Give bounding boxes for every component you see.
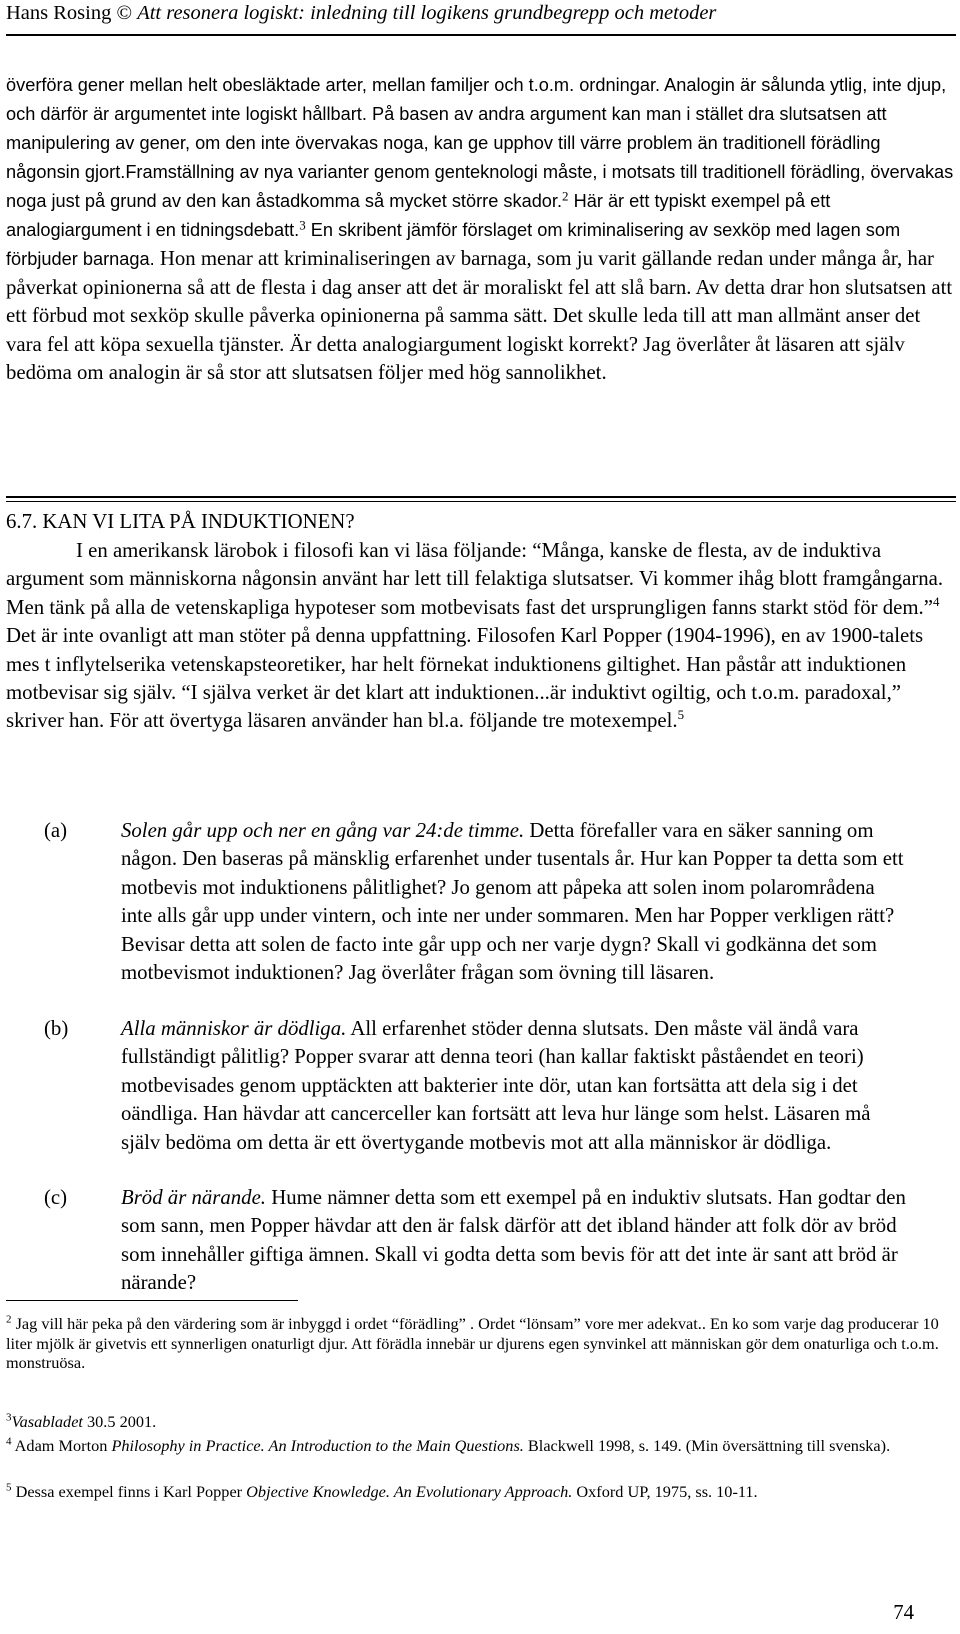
footnote-ref: 2	[562, 188, 569, 204]
example-body	[121, 1015, 911, 1157]
example-text: Hume nämner detta som ett exempel på en induktiv slutsats. Han godtar den som sann, men Popper hävdar att den är falsk därför att det ibland händer att folk dör av bröd som innehåller giftiga ämnen. Skall vi godta detta som bevis för att det inte är sant att bröd är närande?	[121, 1186, 906, 1295]
paragraph-analogy	[6, 71, 956, 388]
footnote-source: Vasabladet	[11, 1412, 83, 1431]
paragraph-text: Här är ett typiskt exempel på ett analogiargument i en tidningsdebatt.	[6, 191, 831, 240]
example-claim: Bröd är närande.	[121, 1186, 266, 1209]
example-label: (b)	[44, 1017, 69, 1040]
footnote-5	[6, 1482, 956, 1502]
footnote-source: Objective Knowledge. An Evolutionary Approach.	[246, 1482, 573, 1501]
example-body	[121, 817, 911, 987]
section-rule-thin	[6, 501, 956, 502]
footnote-2	[6, 1314, 956, 1373]
footnote-number: 2	[6, 1313, 12, 1326]
example-body	[121, 1184, 911, 1298]
footnote-ref: 4	[932, 593, 940, 609]
paragraph-induction	[6, 537, 956, 736]
example-text: Detta förefaller vara en säker sanning om någon. Den baseras på mänsklig erfarenhet under tusentals år. Hur kan Popper ta detta som ett motbevis mot induktionens pålitlighet? Jo genom att påpeka att solen inom polarområdena inte alls går upp under vintern, och inte ner under sommaren. Men har Popper verkligen rätt? Bevisar detta att solen de facto inte går upp och ner varje dygn? Skall vi godkänna det som motbevismot induktionen? Jag överlåter frågan som övning till läsaren.	[121, 819, 904, 985]
footnote-ref: 5	[677, 707, 685, 723]
page-number: 74	[893, 1601, 914, 1624]
footnote-text: Blackwell 1998, s. 149. (Min översättning till svenska).	[523, 1436, 891, 1455]
footnote-text: Dessa exempel finns i Karl Popper	[11, 1482, 247, 1501]
footnote-text: 30.5 2001.	[82, 1412, 157, 1431]
paragraph-text: I en amerikansk lärobok i filosofi kan vi läsa följande: “Många, kanske de flesta, av de induktiva argument som människorna någonsin använt har lett till felaktiga slutsatser. Vi kommer ihåg blott framgångarna. Men tänk på alla de vetenskapliga hypoteser som motbevisats fast det ursprungligen fanns starkt stöd för dem.”	[6, 539, 944, 619]
paragraph-text: Det är inte ovanligt att man stöter på denna uppfattning. Filosofen Karl Popper (1904-1996), en av 1900-talets mes t inflytelserika vetenskapsteoretiker, har helt förnekat induktionens giltighet. Han påstår att induktionen motbevisar sig själv. “I själva verket är det klart att induktionen...är induktivt ogiltig, och t.o.m. paradoxal,” skriver han. För att övertyga läsaren använder han bl.a. följande tre motexempel.	[6, 624, 924, 733]
header-title: Att resonera logiskt: inledning till logikens grundbegrepp och metoder	[137, 2, 717, 24]
example-claim: Alla människor är dödliga.	[121, 1017, 347, 1040]
footnote-number: 4	[6, 1435, 12, 1448]
footnote-text: Adam Morton	[11, 1436, 112, 1455]
footnote-source: Philosophy in Practice. An Introduction to the Main Questions.	[111, 1436, 524, 1455]
paragraph-text: Framställning av nya varianter genom genteknologi måste, i motsats till traditionell förädling, övervakas noga just på grund av den kan åstadkomma så mycket större skador.	[6, 162, 954, 211]
footnote-text: Jag vill här peka på den värdering som är inbyggd i ordet “förädling” . Ordet “lönsam” vore mer adekvat.. En ko som varje dag producerar 10 liter mjölk är givetvis ett synnerligen onaturligt djur. Att förädla innebär ur djurens egen synvinkel att människan gör dem onaturliga och t.o.m. monstruösa.	[6, 1314, 939, 1373]
example-label: (a)	[44, 819, 68, 842]
running-header	[6, 2, 716, 25]
section-heading: 6.7. KAN VI LITA PÅ INDUKTIONEN?	[6, 510, 355, 533]
paragraph-text: överföra gener mellan helt obesläktade arter, mellan familjer och t.o.m. ordningar. Analogin är sålunda ytlig, inte djup, och därför är argumentet inte logiskt hållbart. På basen av andra argument kan man i stället dra slutsatsen att manipulering av gener, om den inte övervakas noga, kan ge upphov till värre problem än traditionell förädling någonsin gjort.	[6, 75, 947, 182]
footnote-ref: 3	[299, 217, 306, 233]
footnote-separator	[6, 1300, 298, 1301]
footnote-number: 5	[6, 1481, 12, 1494]
example-claim: Solen går upp och ner en gång var 24:de timme.	[121, 819, 525, 842]
example-text: All erfarenhet stöder denna slutsats. Den måste väl ändå vara fullständigt pålitlig? Popper svarar att denna teori (han kallar faktiskt påståendet en teori) motbevisades genom upptäckten att bakterier inte dör, utan kan fortsätta att dela sig i det oändliga. Han hävdar att cancerceller kan fortsätt att leva hur länge som helst. Läsaren må själv bedöma om detta är ett övertygande motbevis mot att alla människor är dödliga.	[121, 1017, 871, 1154]
footnote-4	[6, 1436, 956, 1456]
footnote-3	[6, 1412, 956, 1432]
header-author: Hans Rosing ©	[6, 2, 138, 24]
example-label: (c)	[44, 1186, 68, 1209]
footnote-text: Oxford UP, 1975, ss. 10-11.	[572, 1482, 758, 1501]
footnote-number: 3	[6, 1411, 12, 1424]
header-rule	[6, 34, 956, 36]
section-rule	[6, 496, 956, 498]
paragraph-text: En skribent jämför förslaget om kriminalisering av sexköp med lagen som förbjuder barnaga.	[6, 220, 901, 269]
paragraph-text: Hon menar att kriminaliseringen av barnaga, som ju varit gällande redan under många år, har påverkat opinionerna så att de flesta i dag anser att det är moraliskt fel att slå barn. Av detta drar hon slutsatsen att ett förbud mot sexköp skulle påverka opinionerna på samma sätt. Det skulle leda till att man allmänt anser det vara fel att köpa sexuella tjänster. Är detta analogiargument logiskt korrekt? Jag överlåter åt läsaren att själv bedöma om analogin är så stor att slutsatsen följer med hög sannolikhet.	[6, 247, 953, 385]
